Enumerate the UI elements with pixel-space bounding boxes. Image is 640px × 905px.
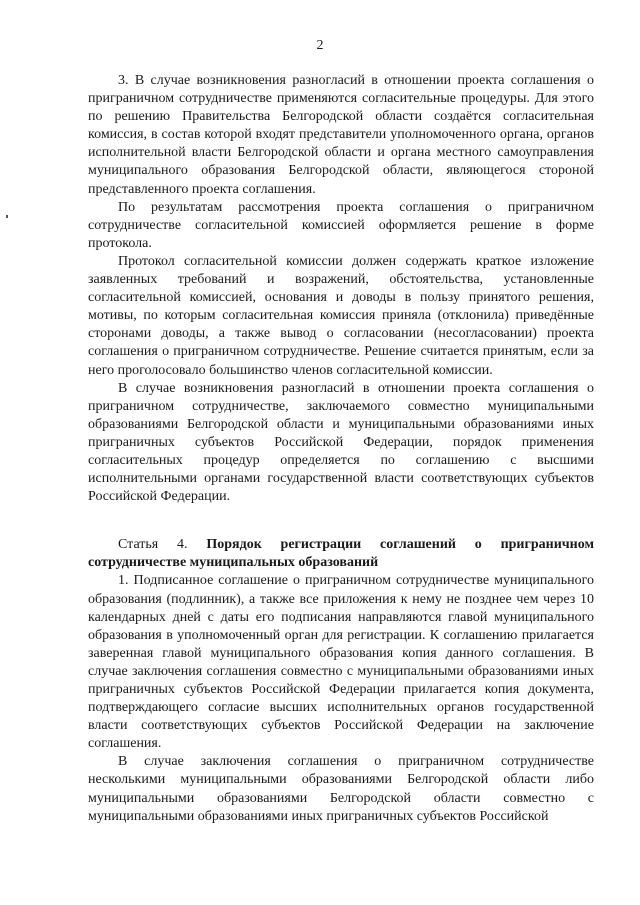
scan-artifact: [6, 215, 8, 218]
paragraph-1-registration: 1. Подписанное соглашение о приграничном сотрудничестве муниципального образования (подлинник), а также все приложения к нему не позднее чем через 10 календарных дней с даты его подписания направляются главой муниципального образования в уполномоченный орган для регистрации. К соглашению прилагается заверенная главой муниципального образования копия данного соглашения. В случае заключения соглашения совместно с муниципальными образованиями иных приграничных субъектов Российской Федерации прилагается копия документа, подтверждающего согласие высших исполнительных органов государственной власти соответствующих субъектов Российской Федерации на заключение соглашения.: [88, 573, 594, 752]
article-label: Статья 4.: [118, 537, 188, 553]
paragraph-3-disagreements: 3. В случае возникновения разногласий в отношении проекта соглашения о приграничном сотрудничестве применяются согласительные процедуры. Для этого по решению Правительства Белгородской области создаётся согласительная комиссия, в состав которой входят представители уполномоченного органа, органов исполнительной власти Белгородской области и органа местного самоуправления муниципального образования Белгородской области, являющегося стороной представленного проекта соглашения.: [88, 73, 594, 197]
paragraph-protocol-contents: Протокол согласительной комиссии должен содержать краткое изложение заявленных требований и возражений, обстоятельства, установленные согласительной комиссией, основания и доводы в пользу принятого решения, мотивы, по которым согласительная комиссия приняла (отклонила) приведённые сторонами доводы, а также вывод о согласовании (несогласовании) проекта соглашения о приграничном сотрудничестве. Решение считается принятым, если за него проголосовало большинство членов согласительной комиссии.: [88, 253, 594, 378]
section-gap: [88, 506, 594, 536]
paragraph-commission-protocol: По результатам рассмотрения проекта соглашения о приграничном сотрудничестве согласительной комиссией оформляется решение в форме протокола.: [88, 199, 594, 251]
paragraph-multiple-parties: В случае заключения соглашения о приграничном сотрудничестве несколькими муниципальными образованиями Белгородской области либо муниципальными образованиями Белгородской области совместно с муниципальными образованиями иных приграничных субъектов Российской: [88, 754, 594, 824]
document-body: [88, 72, 594, 826]
paragraph-joint-agreements: В случае возникновения разногласий в отношении проекта соглашения о приграничном сотрудничестве, заключаемого совместно муниципальными образованиями Белгородской области и муниципальными образованиями иных приграничных субъектов Российской Федерации, порядок применения согласительных процедур определяется по соглашению с высшими исполнительными органами государственной власти соответствующих субъектов Российской Федерации.: [88, 380, 594, 505]
article-title: Порядок регистрации соглашений о приграничном сотрудничестве муниципальных образований: [88, 537, 595, 571]
page-number: 2: [316, 38, 324, 53]
article-4-heading: [88, 536, 594, 572]
